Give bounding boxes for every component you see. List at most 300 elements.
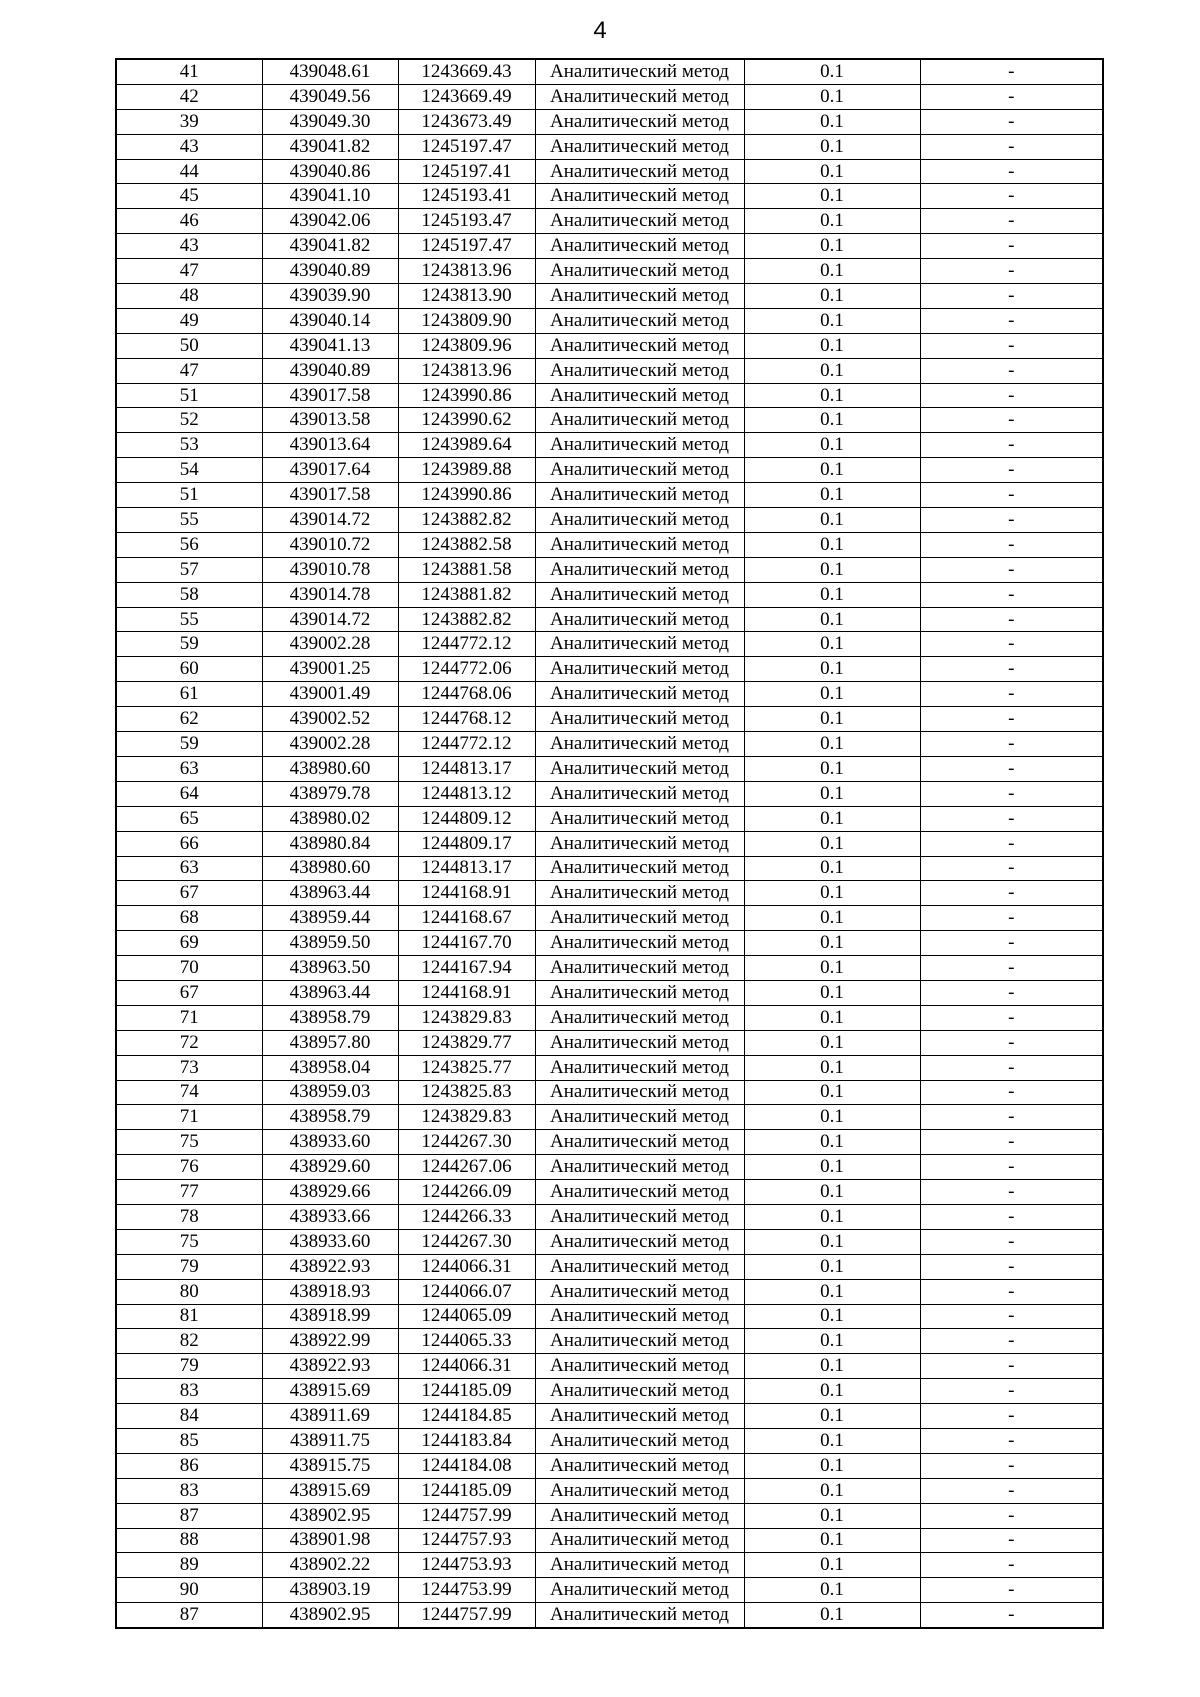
- table-row: [116, 1578, 1103, 1603]
- point-number-cell: 87: [116, 1603, 262, 1628]
- note-cell: -: [920, 732, 1103, 757]
- y-coordinate-cell: 1244267.30: [398, 1229, 535, 1254]
- x-coordinate-cell: 439010.78: [262, 557, 398, 582]
- note-cell: -: [920, 308, 1103, 333]
- method-cell: Аналитический метод: [535, 84, 744, 109]
- point-number-cell: 57: [116, 557, 262, 582]
- note-cell: -: [920, 1279, 1103, 1304]
- table-row: [116, 1528, 1103, 1553]
- method-cell: Аналитический метод: [535, 1130, 744, 1155]
- y-coordinate-cell: 1244813.17: [398, 856, 535, 881]
- accuracy-cell: 0.1: [744, 1603, 920, 1628]
- method-cell: Аналитический метод: [535, 234, 744, 259]
- table-row: [116, 806, 1103, 831]
- point-number-cell: 87: [116, 1503, 262, 1528]
- y-coordinate-cell: 1244757.99: [398, 1603, 535, 1628]
- point-number-cell: 51: [116, 483, 262, 508]
- method-cell: Аналитический метод: [535, 707, 744, 732]
- method-cell: Аналитический метод: [535, 308, 744, 333]
- y-coordinate-cell: 1244813.17: [398, 756, 535, 781]
- y-coordinate-cell: 1244809.17: [398, 831, 535, 856]
- y-coordinate-cell: 1244066.31: [398, 1254, 535, 1279]
- y-coordinate-cell: 1245197.47: [398, 134, 535, 159]
- x-coordinate-cell: 439001.49: [262, 682, 398, 707]
- y-coordinate-cell: 1243809.96: [398, 333, 535, 358]
- note-cell: -: [920, 1080, 1103, 1105]
- x-coordinate-cell: 438922.93: [262, 1354, 398, 1379]
- y-coordinate-cell: 1244066.07: [398, 1279, 535, 1304]
- table-row: [116, 1453, 1103, 1478]
- method-cell: Аналитический метод: [535, 1304, 744, 1329]
- table-row: [116, 259, 1103, 284]
- y-coordinate-cell: 1243990.86: [398, 483, 535, 508]
- accuracy-cell: 0.1: [744, 557, 920, 582]
- accuracy-cell: 0.1: [744, 582, 920, 607]
- table-row: [116, 980, 1103, 1005]
- point-number-cell: 64: [116, 781, 262, 806]
- table-row: [116, 1105, 1103, 1130]
- point-number-cell: 70: [116, 956, 262, 981]
- point-number-cell: 49: [116, 308, 262, 333]
- accuracy-cell: 0.1: [744, 1304, 920, 1329]
- x-coordinate-cell: 438918.93: [262, 1279, 398, 1304]
- note-cell: -: [920, 109, 1103, 134]
- x-coordinate-cell: 438911.75: [262, 1428, 398, 1453]
- note-cell: -: [920, 931, 1103, 956]
- note-cell: -: [920, 707, 1103, 732]
- x-coordinate-cell: 439040.86: [262, 159, 398, 184]
- y-coordinate-cell: 1244809.12: [398, 806, 535, 831]
- point-number-cell: 55: [116, 607, 262, 632]
- point-number-cell: 62: [116, 707, 262, 732]
- note-cell: -: [920, 657, 1103, 682]
- y-coordinate-cell: 1244266.09: [398, 1180, 535, 1205]
- table-row: [116, 1304, 1103, 1329]
- point-number-cell: 47: [116, 259, 262, 284]
- table-row: [116, 84, 1103, 109]
- x-coordinate-cell: 439049.56: [262, 84, 398, 109]
- method-cell: Аналитический метод: [535, 1553, 744, 1578]
- x-coordinate-cell: 438918.99: [262, 1304, 398, 1329]
- x-coordinate-cell: 438957.80: [262, 1030, 398, 1055]
- y-coordinate-cell: 1244185.09: [398, 1379, 535, 1404]
- point-number-cell: 77: [116, 1180, 262, 1205]
- x-coordinate-cell: 439001.25: [262, 657, 398, 682]
- x-coordinate-cell: 439017.58: [262, 483, 398, 508]
- note-cell: -: [920, 259, 1103, 284]
- y-coordinate-cell: 1244757.93: [398, 1528, 535, 1553]
- method-cell: Аналитический метод: [535, 732, 744, 757]
- table-row: [116, 1478, 1103, 1503]
- accuracy-cell: 0.1: [744, 532, 920, 557]
- method-cell: Аналитический метод: [535, 1428, 744, 1453]
- table-row: [116, 1130, 1103, 1155]
- point-number-cell: 84: [116, 1404, 262, 1429]
- accuracy-cell: 0.1: [744, 956, 920, 981]
- y-coordinate-cell: 1244184.85: [398, 1404, 535, 1429]
- point-number-cell: 59: [116, 732, 262, 757]
- point-number-cell: 67: [116, 881, 262, 906]
- note-cell: -: [920, 582, 1103, 607]
- point-number-cell: 75: [116, 1130, 262, 1155]
- accuracy-cell: 0.1: [744, 1229, 920, 1254]
- accuracy-cell: 0.1: [744, 333, 920, 358]
- y-coordinate-cell: 1244772.12: [398, 632, 535, 657]
- note-cell: -: [920, 1354, 1103, 1379]
- table-row: [116, 159, 1103, 184]
- method-cell: Аналитический метод: [535, 881, 744, 906]
- page-number: 4: [593, 17, 607, 44]
- x-coordinate-cell: 439040.14: [262, 308, 398, 333]
- table-row: [116, 234, 1103, 259]
- x-coordinate-cell: 439042.06: [262, 209, 398, 234]
- y-coordinate-cell: 1243669.43: [398, 59, 535, 84]
- method-cell: Аналитический метод: [535, 1055, 744, 1080]
- accuracy-cell: 0.1: [744, 184, 920, 209]
- point-number-cell: 43: [116, 234, 262, 259]
- accuracy-cell: 0.1: [744, 906, 920, 931]
- note-cell: -: [920, 1503, 1103, 1528]
- note-cell: -: [920, 433, 1103, 458]
- note-cell: -: [920, 1130, 1103, 1155]
- x-coordinate-cell: 438922.99: [262, 1329, 398, 1354]
- y-coordinate-cell: 1244065.09: [398, 1304, 535, 1329]
- note-cell: -: [920, 881, 1103, 906]
- accuracy-cell: 0.1: [744, 1055, 920, 1080]
- y-coordinate-cell: 1243882.58: [398, 532, 535, 557]
- method-cell: Аналитический метод: [535, 1105, 744, 1130]
- accuracy-cell: 0.1: [744, 1130, 920, 1155]
- method-cell: Аналитический метод: [535, 433, 744, 458]
- accuracy-cell: 0.1: [744, 308, 920, 333]
- y-coordinate-cell: 1243989.64: [398, 433, 535, 458]
- method-cell: Аналитический метод: [535, 1229, 744, 1254]
- method-cell: Аналитический метод: [535, 1354, 744, 1379]
- y-coordinate-cell: 1245197.41: [398, 159, 535, 184]
- accuracy-cell: 0.1: [744, 508, 920, 533]
- method-cell: Аналитический метод: [535, 756, 744, 781]
- y-coordinate-cell: 1244772.12: [398, 732, 535, 757]
- x-coordinate-cell: 439041.10: [262, 184, 398, 209]
- x-coordinate-cell: 439040.89: [262, 358, 398, 383]
- table-row: [116, 1379, 1103, 1404]
- y-coordinate-cell: 1244168.91: [398, 980, 535, 1005]
- accuracy-cell: 0.1: [744, 1528, 920, 1553]
- method-cell: Аналитический метод: [535, 1404, 744, 1429]
- point-number-cell: 65: [116, 806, 262, 831]
- table-row: [116, 607, 1103, 632]
- note-cell: -: [920, 956, 1103, 981]
- table-row: [116, 284, 1103, 309]
- point-number-cell: 45: [116, 184, 262, 209]
- method-cell: Аналитический метод: [535, 956, 744, 981]
- table-row: [116, 956, 1103, 981]
- method-cell: Аналитический метод: [535, 906, 744, 931]
- accuracy-cell: 0.1: [744, 59, 920, 84]
- method-cell: Аналитический метод: [535, 1603, 744, 1628]
- x-coordinate-cell: 438963.44: [262, 980, 398, 1005]
- point-number-cell: 47: [116, 358, 262, 383]
- method-cell: Аналитический метод: [535, 607, 744, 632]
- accuracy-cell: 0.1: [744, 881, 920, 906]
- point-number-cell: 83: [116, 1478, 262, 1503]
- y-coordinate-cell: 1243990.86: [398, 383, 535, 408]
- accuracy-cell: 0.1: [744, 1578, 920, 1603]
- y-coordinate-cell: 1243989.88: [398, 458, 535, 483]
- table-row: [116, 657, 1103, 682]
- y-coordinate-cell: 1243673.49: [398, 109, 535, 134]
- method-cell: Аналитический метод: [535, 1279, 744, 1304]
- point-number-cell: 69: [116, 931, 262, 956]
- accuracy-cell: 0.1: [744, 1105, 920, 1130]
- x-coordinate-cell: 438980.02: [262, 806, 398, 831]
- x-coordinate-cell: 438915.69: [262, 1379, 398, 1404]
- note-cell: -: [920, 1453, 1103, 1478]
- x-coordinate-cell: 439014.72: [262, 508, 398, 533]
- method-cell: Аналитический метод: [535, 682, 744, 707]
- accuracy-cell: 0.1: [744, 1354, 920, 1379]
- table-row: [116, 209, 1103, 234]
- note-cell: -: [920, 284, 1103, 309]
- accuracy-cell: 0.1: [744, 1329, 920, 1354]
- note-cell: -: [920, 1180, 1103, 1205]
- method-cell: Аналитический метод: [535, 1379, 744, 1404]
- method-cell: Аналитический метод: [535, 458, 744, 483]
- accuracy-cell: 0.1: [744, 433, 920, 458]
- point-number-cell: 60: [116, 657, 262, 682]
- point-number-cell: 41: [116, 59, 262, 84]
- y-coordinate-cell: 1244757.99: [398, 1503, 535, 1528]
- y-coordinate-cell: 1244167.70: [398, 931, 535, 956]
- table-row: [116, 1428, 1103, 1453]
- x-coordinate-cell: 438933.60: [262, 1229, 398, 1254]
- point-number-cell: 82: [116, 1329, 262, 1354]
- note-cell: -: [920, 1578, 1103, 1603]
- point-number-cell: 51: [116, 383, 262, 408]
- table-row: [116, 59, 1103, 84]
- x-coordinate-cell: 438958.79: [262, 1105, 398, 1130]
- y-coordinate-cell: 1244167.94: [398, 956, 535, 981]
- note-cell: -: [920, 234, 1103, 259]
- x-coordinate-cell: 438929.60: [262, 1155, 398, 1180]
- note-cell: -: [920, 383, 1103, 408]
- accuracy-cell: 0.1: [744, 682, 920, 707]
- table-row: [116, 408, 1103, 433]
- x-coordinate-cell: 439010.72: [262, 532, 398, 557]
- point-number-cell: 71: [116, 1005, 262, 1030]
- x-coordinate-cell: 439017.58: [262, 383, 398, 408]
- y-coordinate-cell: 1244184.08: [398, 1453, 535, 1478]
- accuracy-cell: 0.1: [744, 1254, 920, 1279]
- table-row: [116, 1229, 1103, 1254]
- note-cell: -: [920, 1603, 1103, 1628]
- note-cell: -: [920, 682, 1103, 707]
- note-cell: -: [920, 831, 1103, 856]
- y-coordinate-cell: 1244065.33: [398, 1329, 535, 1354]
- note-cell: -: [920, 756, 1103, 781]
- note-cell: -: [920, 557, 1103, 582]
- table-row: [116, 433, 1103, 458]
- note-cell: -: [920, 1204, 1103, 1229]
- method-cell: Аналитический метод: [535, 831, 744, 856]
- y-coordinate-cell: 1244266.33: [398, 1204, 535, 1229]
- coordinates-table: [115, 58, 1104, 1629]
- method-cell: Аналитический метод: [535, 1528, 744, 1553]
- table-row: [116, 632, 1103, 657]
- note-cell: -: [920, 358, 1103, 383]
- method-cell: Аналитический метод: [535, 284, 744, 309]
- method-cell: Аналитический метод: [535, 134, 744, 159]
- note-cell: -: [920, 607, 1103, 632]
- accuracy-cell: 0.1: [744, 1005, 920, 1030]
- accuracy-cell: 0.1: [744, 931, 920, 956]
- point-number-cell: 67: [116, 980, 262, 1005]
- point-number-cell: 81: [116, 1304, 262, 1329]
- x-coordinate-cell: 438980.60: [262, 856, 398, 881]
- accuracy-cell: 0.1: [744, 1080, 920, 1105]
- method-cell: Аналитический метод: [535, 209, 744, 234]
- point-number-cell: 56: [116, 532, 262, 557]
- y-coordinate-cell: 1244267.06: [398, 1155, 535, 1180]
- x-coordinate-cell: 439041.82: [262, 234, 398, 259]
- table-row: [116, 1354, 1103, 1379]
- y-coordinate-cell: 1244772.06: [398, 657, 535, 682]
- table-row: [116, 1180, 1103, 1205]
- y-coordinate-cell: 1243881.82: [398, 582, 535, 607]
- table-row: [116, 333, 1103, 358]
- point-number-cell: 42: [116, 84, 262, 109]
- point-number-cell: 80: [116, 1279, 262, 1304]
- note-cell: -: [920, 1428, 1103, 1453]
- accuracy-cell: 0.1: [744, 1453, 920, 1478]
- point-number-cell: 75: [116, 1229, 262, 1254]
- point-number-cell: 52: [116, 408, 262, 433]
- x-coordinate-cell: 438915.75: [262, 1453, 398, 1478]
- x-coordinate-cell: 439013.58: [262, 408, 398, 433]
- y-coordinate-cell: 1244183.84: [398, 1428, 535, 1453]
- note-cell: -: [920, 632, 1103, 657]
- y-coordinate-cell: 1243669.49: [398, 84, 535, 109]
- x-coordinate-cell: 438903.19: [262, 1578, 398, 1603]
- point-number-cell: 46: [116, 209, 262, 234]
- method-cell: Аналитический метод: [535, 333, 744, 358]
- note-cell: -: [920, 856, 1103, 881]
- method-cell: Аналитический метод: [535, 159, 744, 184]
- x-coordinate-cell: 438959.03: [262, 1080, 398, 1105]
- y-coordinate-cell: 1244066.31: [398, 1354, 535, 1379]
- point-number-cell: 71: [116, 1105, 262, 1130]
- table-row: [116, 732, 1103, 757]
- y-coordinate-cell: 1244168.91: [398, 881, 535, 906]
- table-row: [116, 906, 1103, 931]
- accuracy-cell: 0.1: [744, 1553, 920, 1578]
- y-coordinate-cell: 1243990.62: [398, 408, 535, 433]
- table-row: [116, 508, 1103, 533]
- table-row: [116, 1279, 1103, 1304]
- method-cell: Аналитический метод: [535, 532, 744, 557]
- y-coordinate-cell: 1243825.83: [398, 1080, 535, 1105]
- point-number-cell: 58: [116, 582, 262, 607]
- accuracy-cell: 0.1: [744, 781, 920, 806]
- method-cell: Аналитический метод: [535, 1329, 744, 1354]
- y-coordinate-cell: 1243813.96: [398, 259, 535, 284]
- method-cell: Аналитический метод: [535, 657, 744, 682]
- x-coordinate-cell: 439039.90: [262, 284, 398, 309]
- point-number-cell: 55: [116, 508, 262, 533]
- coordinates-table-body: [116, 59, 1103, 1628]
- accuracy-cell: 0.1: [744, 483, 920, 508]
- table-row: [116, 134, 1103, 159]
- accuracy-cell: 0.1: [744, 806, 920, 831]
- y-coordinate-cell: 1245193.47: [398, 209, 535, 234]
- accuracy-cell: 0.1: [744, 1180, 920, 1205]
- table-row: [116, 1080, 1103, 1105]
- point-number-cell: 74: [116, 1080, 262, 1105]
- accuracy-cell: 0.1: [744, 1204, 920, 1229]
- table-row: [116, 582, 1103, 607]
- note-cell: -: [920, 1528, 1103, 1553]
- point-number-cell: 66: [116, 831, 262, 856]
- y-coordinate-cell: 1243829.83: [398, 1005, 535, 1030]
- x-coordinate-cell: 438980.60: [262, 756, 398, 781]
- point-number-cell: 78: [116, 1204, 262, 1229]
- method-cell: Аналитический метод: [535, 1005, 744, 1030]
- y-coordinate-cell: 1244768.06: [398, 682, 535, 707]
- x-coordinate-cell: 439049.30: [262, 109, 398, 134]
- note-cell: -: [920, 1030, 1103, 1055]
- accuracy-cell: 0.1: [744, 408, 920, 433]
- note-cell: -: [920, 806, 1103, 831]
- note-cell: -: [920, 333, 1103, 358]
- note-cell: -: [920, 483, 1103, 508]
- note-cell: -: [920, 159, 1103, 184]
- x-coordinate-cell: 439002.52: [262, 707, 398, 732]
- table-row: [116, 881, 1103, 906]
- method-cell: Аналитический метод: [535, 259, 744, 284]
- method-cell: Аналитический метод: [535, 931, 744, 956]
- note-cell: -: [920, 1478, 1103, 1503]
- note-cell: -: [920, 1105, 1103, 1130]
- table-row: [116, 931, 1103, 956]
- accuracy-cell: 0.1: [744, 756, 920, 781]
- y-coordinate-cell: 1244753.99: [398, 1578, 535, 1603]
- accuracy-cell: 0.1: [744, 1478, 920, 1503]
- note-cell: -: [920, 1553, 1103, 1578]
- method-cell: Аналитический метод: [535, 1204, 744, 1229]
- y-coordinate-cell: 1243881.58: [398, 557, 535, 582]
- accuracy-cell: 0.1: [744, 657, 920, 682]
- method-cell: Аналитический метод: [535, 582, 744, 607]
- x-coordinate-cell: 439014.78: [262, 582, 398, 607]
- method-cell: Аналитический метод: [535, 383, 744, 408]
- point-number-cell: 79: [116, 1254, 262, 1279]
- y-coordinate-cell: 1243829.83: [398, 1105, 535, 1130]
- table-row: [116, 682, 1103, 707]
- accuracy-cell: 0.1: [744, 109, 920, 134]
- point-number-cell: 59: [116, 632, 262, 657]
- method-cell: Аналитический метод: [535, 632, 744, 657]
- method-cell: Аналитический метод: [535, 1155, 744, 1180]
- note-cell: -: [920, 1155, 1103, 1180]
- y-coordinate-cell: 1243813.90: [398, 284, 535, 309]
- method-cell: Аналитический метод: [535, 980, 744, 1005]
- table-row: [116, 1553, 1103, 1578]
- method-cell: Аналитический метод: [535, 184, 744, 209]
- table-row: [116, 483, 1103, 508]
- table-row: [116, 1404, 1103, 1429]
- method-cell: Аналитический метод: [535, 483, 744, 508]
- y-coordinate-cell: 1243882.82: [398, 607, 535, 632]
